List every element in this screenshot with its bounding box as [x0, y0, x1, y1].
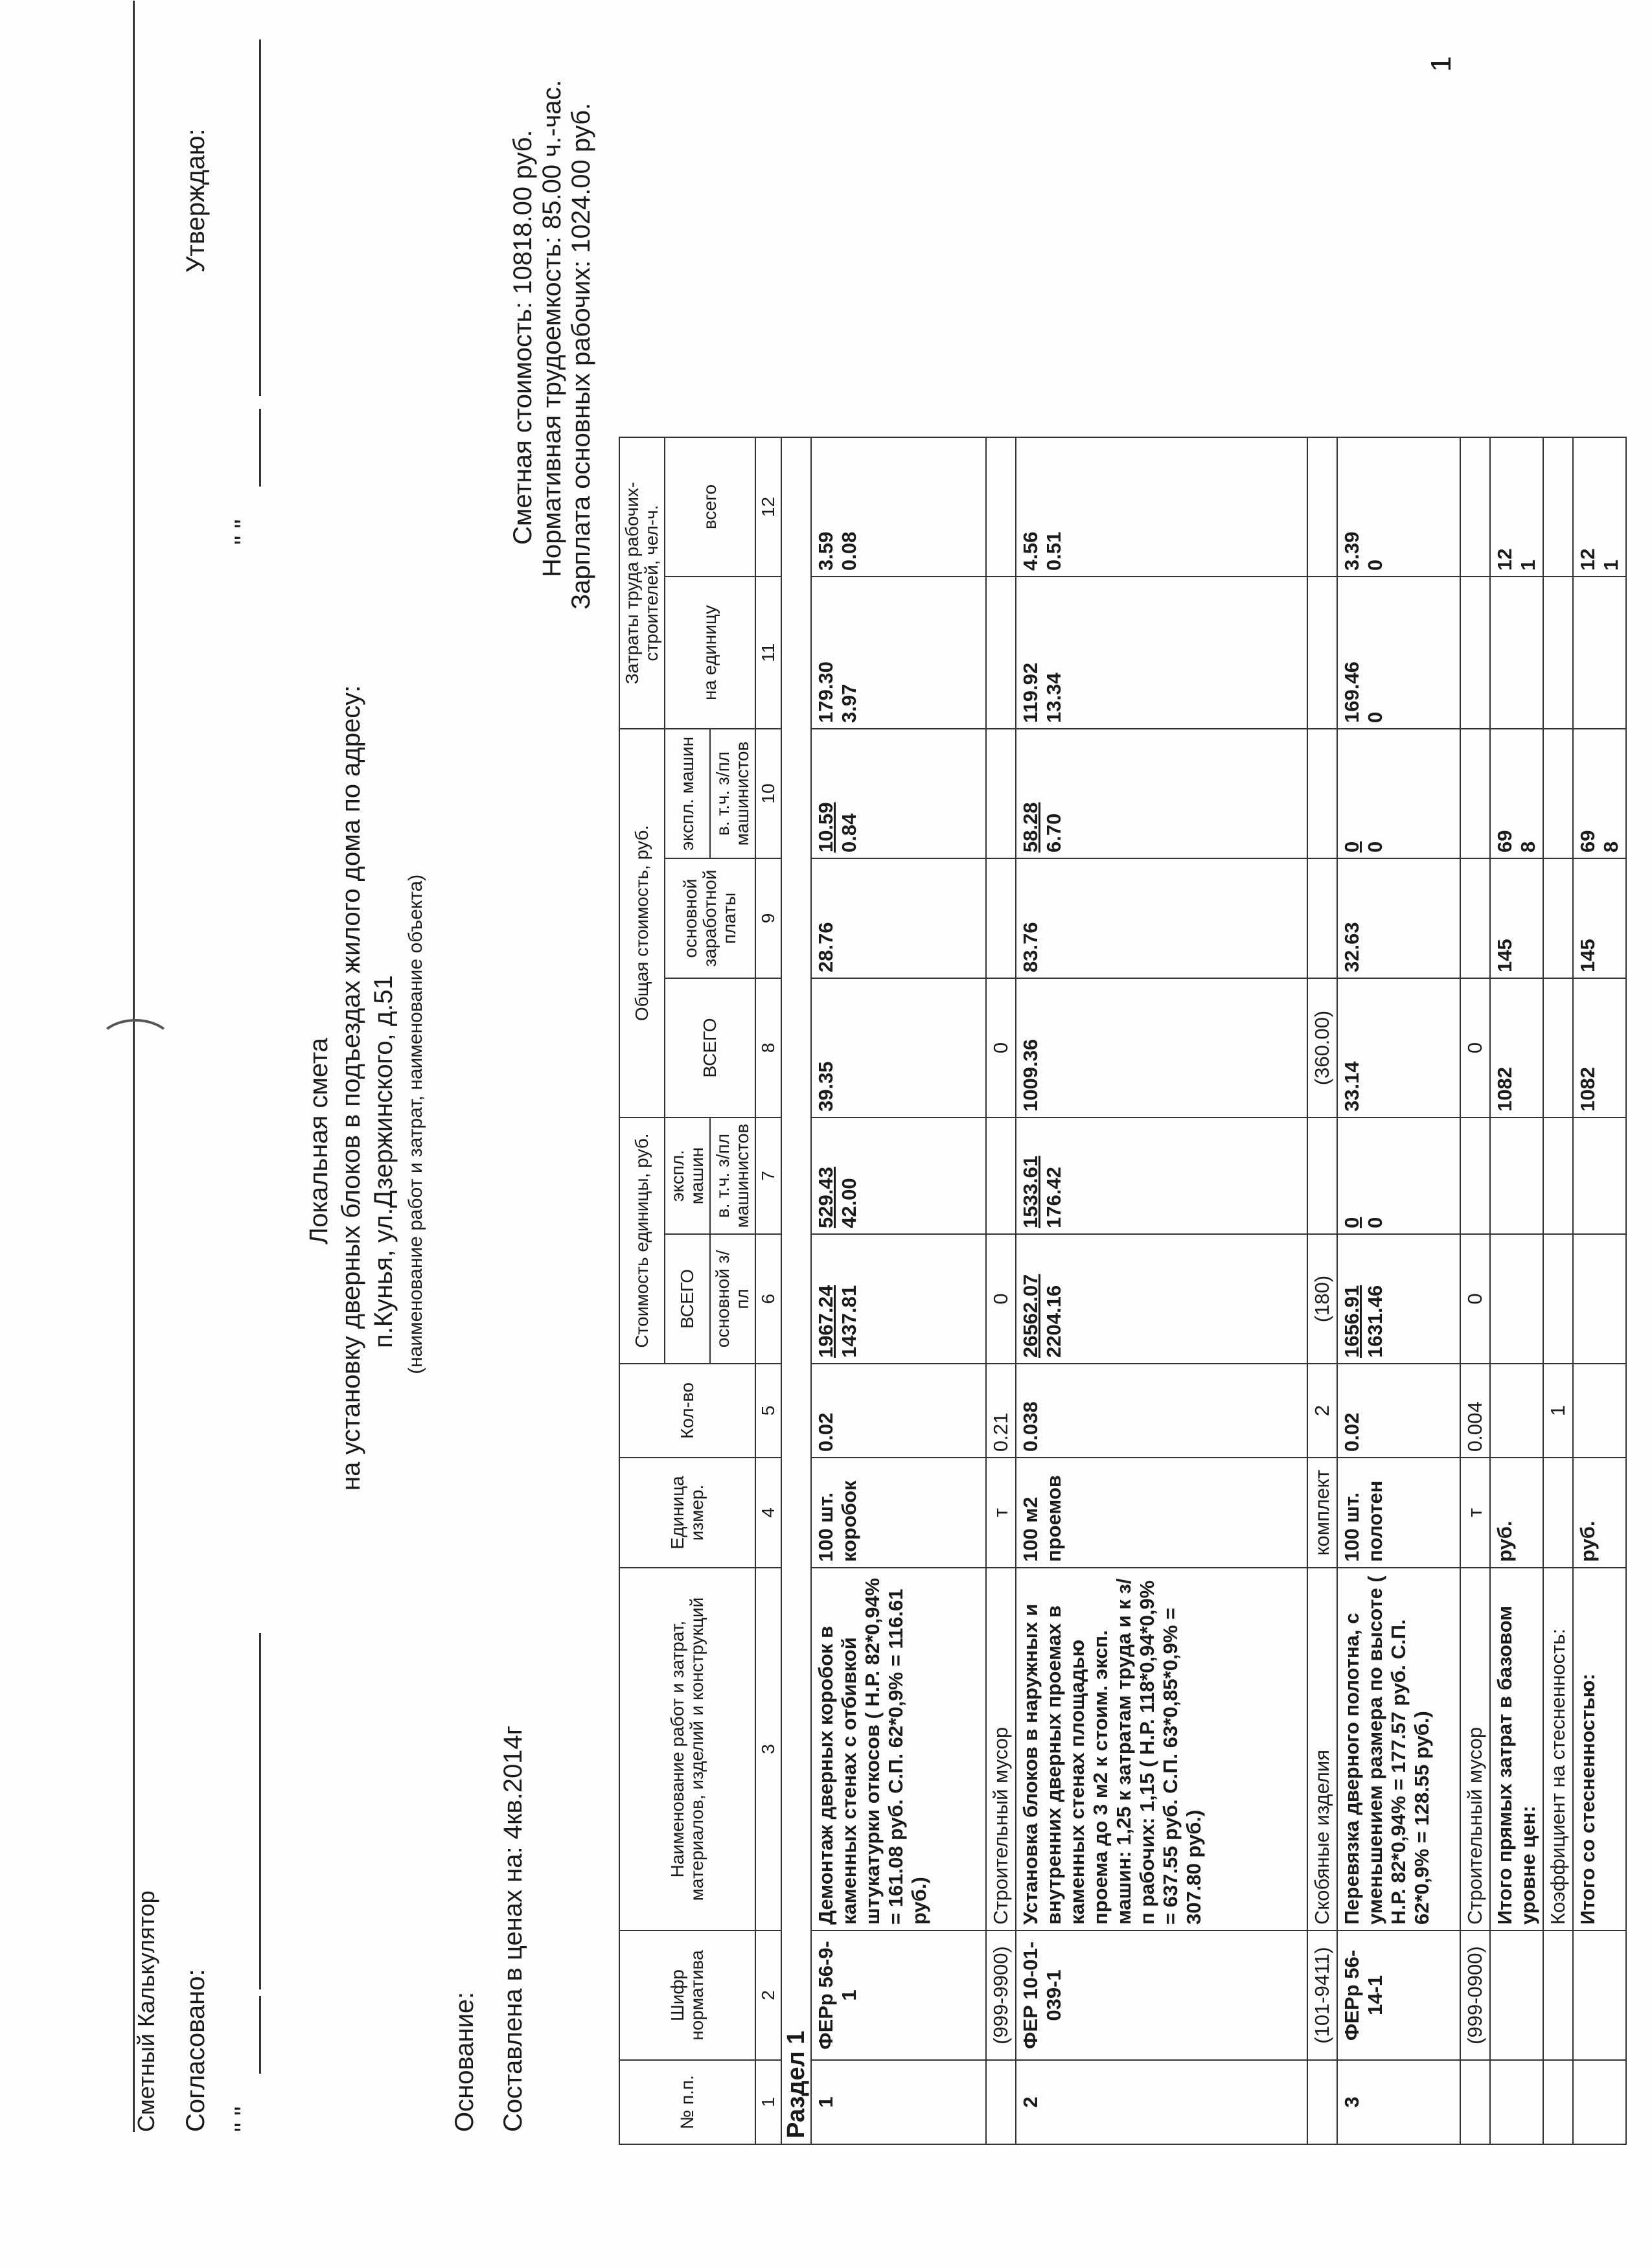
row-qty: 0.02 — [811, 1364, 986, 1458]
section-title: Раздел 1 — [781, 437, 811, 2144]
summary-salary: Зарплата основных рабочих: 1024.00 руб. — [567, 102, 595, 610]
row-qty: 0.21 — [986, 1364, 1016, 1458]
table-row — [1337, 437, 1460, 2144]
num: 10 — [755, 729, 781, 858]
total-mach-sub: 0.84 — [838, 813, 860, 853]
labor-all: 12 — [1576, 548, 1599, 571]
total-base: 145 — [1573, 858, 1626, 978]
row-no: 3 — [1337, 2060, 1460, 2144]
total-all: 1009.36 — [1016, 978, 1307, 1117]
total-all: 1082 — [1573, 978, 1626, 1117]
labor-unit: 169.46 — [1340, 661, 1363, 723]
col-qty: Кол-во — [619, 1364, 755, 1458]
col-no: № п.п. — [619, 2060, 755, 2144]
col-unit-base: основной з/пл — [710, 1234, 755, 1364]
row-name: Итого прямых затрат в базовом уровне цен: — [1490, 1568, 1543, 1930]
total-all: 1082 — [1490, 978, 1543, 1117]
labor-unit-sub: 3.97 — [838, 683, 860, 723]
labor-all: 3.59 — [814, 531, 837, 571]
table-row — [1307, 437, 1337, 2144]
total-mach: 69 — [1576, 830, 1599, 853]
col-total-mach: экспл. машин — [665, 729, 710, 858]
labor-all: 12 — [1493, 548, 1516, 571]
row-code: (999-9900) — [986, 1930, 1016, 2060]
total-base: 28.76 — [811, 858, 986, 978]
table-row — [986, 437, 1016, 2144]
title-line4: (наименование работ и затрат, наименование объекта) — [405, 874, 426, 1374]
row-unit: т — [1460, 1458, 1490, 1568]
unit-mach: 0 — [1340, 1217, 1363, 1228]
total-all: 0 — [1460, 978, 1490, 1117]
row-qty: 0.02 — [1337, 1364, 1460, 1458]
col-total-all: ВСЕГО — [665, 978, 755, 1117]
num: 3 — [755, 1568, 781, 1930]
row-unit: 100 шт. полотен — [1337, 1458, 1460, 1568]
unit-mach-sub: 0 — [1364, 1217, 1386, 1228]
num: 12 — [755, 437, 781, 577]
table-row — [811, 437, 986, 2144]
title-line3: п.Кунья, ул.Дзержинского, д.51 — [369, 975, 398, 1348]
num: 8 — [755, 978, 781, 1117]
col-total-cost: Общая стоимость, руб. — [619, 729, 665, 1117]
total-mach-sub: 8 — [1517, 841, 1539, 853]
unit-total: 1656.91 — [1340, 1285, 1363, 1358]
unit-total: 26562.07 — [1019, 1274, 1042, 1358]
page-number: 1 — [1425, 56, 1457, 72]
calc-label: Сметный Калькулятор — [133, 1890, 159, 2132]
row-name: Установка блоков в наружных и внутренних дверных проемах в каменных стенах площадью проема до 3 м2 к стоим. эксп. машин: 1,25 к затратам труда и к з/п рабочих: 1,15 ( Н.Р. 118*0,94*0,9% = 637.55 руб. С.П. 63*0,85*0,9% = 307.80 руб.) — [1016, 1568, 1307, 1930]
total-all: (360.00) — [1307, 978, 1337, 1117]
labor-all-sub: 1 — [1600, 559, 1622, 571]
row-name: Строительный мусор — [1460, 1568, 1490, 1930]
col-unit: Единица измер. — [619, 1458, 755, 1568]
total-row — [1573, 437, 1626, 2144]
num: 9 — [755, 858, 781, 978]
pen-mark — [97, 1019, 174, 1070]
unit-total: 0 — [986, 1234, 1016, 1364]
labor-unit-sub: 0 — [1364, 711, 1386, 723]
summary-cost: Сметная стоимость: 10818.00 руб. — [509, 130, 537, 545]
coef-row — [1543, 437, 1573, 2144]
total-mach-sub: 0 — [1364, 841, 1386, 853]
col-labor: Затраты труда рабочих-строителей, чел-ч. — [619, 437, 665, 729]
total-base: 32.63 — [1337, 858, 1460, 978]
labor-all-sub: 0 — [1364, 559, 1386, 571]
labor-all-sub: 0.51 — [1042, 531, 1065, 571]
labor-all: 4.56 — [1019, 531, 1042, 571]
row-name: Итого со стесненностью: — [1573, 1568, 1626, 1930]
unit-base: 1437.81 — [838, 1285, 860, 1358]
row-code: ФЕРр 56-9-1 — [811, 1930, 986, 2060]
row-unit: 100 шт. коробок — [811, 1458, 986, 1568]
unit-base: 1631.46 — [1364, 1285, 1386, 1358]
col-unit-total: ВСЕГО — [665, 1234, 710, 1364]
unit-base: 2204.16 — [1042, 1285, 1065, 1358]
unit-mach: 529.43 — [814, 1167, 837, 1228]
total-base: 83.76 — [1016, 858, 1307, 978]
col-total-base: основной заработной платы — [665, 858, 755, 978]
total-mach: 58.28 — [1019, 802, 1042, 853]
row-qty: 2 — [1307, 1364, 1337, 1458]
unit-total: 1967.24 — [814, 1285, 837, 1358]
row-unit: руб. — [1490, 1458, 1543, 1568]
column-numbers — [755, 437, 781, 2144]
num: 1 — [755, 2060, 781, 2144]
num: 4 — [755, 1458, 781, 1568]
col-unit-mach: экспл. машин — [665, 1117, 710, 1234]
row-unit: руб. — [1573, 1458, 1626, 1568]
row-name: Перевязка дверного полотна, с уменьшением размера по высоте ( Н.Р. 82*0,94% = 177.57 руб. С.П. 62*0,9% = 128.55 руб.) — [1337, 1568, 1460, 1930]
num: 5 — [755, 1364, 781, 1458]
row-unit: т — [986, 1458, 1016, 1568]
table-row — [1016, 437, 1307, 2144]
date-left: " " — [230, 2106, 258, 2132]
row-name: Демонтаж дверных коробок в каменных стенах с отбивкой штукатурки откосов ( Н.Р. 82*0,94% = 161.08 руб. С.П. 62*0,9% = 116.61 руб.) — [811, 1568, 986, 1930]
labor-all: 3.39 — [1340, 531, 1363, 571]
table-row — [1460, 437, 1490, 2144]
labor-unit: 119.92 — [1019, 662, 1042, 723]
total-mach: 0 — [1340, 841, 1363, 853]
unit-total: (180) — [1307, 1234, 1337, 1364]
total-all: 33.14 — [1337, 978, 1460, 1117]
estimate-table — [619, 437, 1627, 2145]
unit-mach-sub: 176.42 — [1042, 1167, 1065, 1228]
approve-label: Утверждаю: — [181, 128, 210, 273]
date-right-line — [259, 409, 261, 487]
title-line1: Локальная смета — [304, 1038, 333, 1244]
row-code: (999-0900) — [1460, 1930, 1490, 2060]
total-mach: 10.59 — [814, 802, 837, 853]
col-labor-unit: на единицу — [665, 577, 755, 729]
row-qty: 1 — [1543, 1364, 1573, 1458]
agreed-label: Согласовано: — [181, 1969, 210, 2132]
unit-total: 0 — [1460, 1234, 1490, 1364]
row-no: 1 — [811, 2060, 986, 2144]
total-all: 0 — [986, 978, 1016, 1117]
basis-label: Основание: — [450, 1991, 479, 2132]
num: 7 — [755, 1117, 781, 1234]
col-labor-all: всего — [665, 437, 755, 577]
col-total-mach-sub: в. т.ч. з/пл машинистов — [710, 729, 755, 858]
row-code: ФЕРр 56-14-1 — [1337, 1930, 1460, 2060]
col-name: Наименование работ и затрат, материалов, изделий и конструкций — [619, 1568, 755, 1930]
row-name: Строительный мусор — [986, 1568, 1016, 1930]
row-qty: 0.038 — [1016, 1364, 1307, 1458]
total-all: 39.35 — [811, 978, 986, 1117]
sign-right-line — [259, 40, 261, 396]
unit-mach: 1533.61 — [1019, 1155, 1042, 1228]
col-code: Шифр норматива — [619, 1930, 755, 2060]
row-name: Коэффициент на стесненность: — [1543, 1568, 1573, 1930]
row-code: ФЕР 10-01-039-1 — [1016, 1930, 1307, 2060]
row-name: Скобяные изделия — [1307, 1568, 1337, 1930]
col-unit-mach-sub: в. т.ч. з/пл машинистов — [710, 1117, 755, 1234]
date-left-line — [259, 1996, 261, 2074]
total-mach-sub: 6.70 — [1042, 813, 1065, 853]
row-unit: 100 м2 проемов — [1016, 1458, 1307, 1568]
labor-unit-sub: 13.34 — [1042, 672, 1065, 723]
summary-labor: Нормативная трудоемкость: 85.00 ч.-час. — [538, 80, 566, 577]
prices-label: Составлена в ценах на: 4кв.2014г — [499, 1725, 527, 2132]
labor-unit: 179.30 — [814, 661, 837, 723]
row-no: 2 — [1016, 2060, 1307, 2144]
col-unit-cost: Стоимость единицы, руб. — [619, 1117, 665, 1364]
row-qty: 0.004 — [1460, 1364, 1490, 1458]
labor-all-sub: 1 — [1517, 559, 1539, 571]
total-mach: 69 — [1493, 830, 1516, 853]
total-mach-sub: 8 — [1600, 841, 1622, 853]
num: 6 — [755, 1234, 781, 1364]
row-unit: комплект — [1307, 1458, 1337, 1568]
total-base: 145 — [1490, 858, 1543, 978]
labor-all-sub: 0.08 — [838, 531, 860, 571]
num: 11 — [755, 577, 781, 729]
title-line2: на установку дверных блоков в подъездах жилого дома по адресу: — [337, 685, 365, 1491]
unit-mach-sub: 42.00 — [838, 1178, 860, 1228]
row-code: (101-9411) — [1307, 1930, 1337, 2060]
date-right: " " — [230, 519, 258, 545]
sign-left-line — [259, 1633, 261, 1989]
total-row — [1490, 437, 1543, 2144]
num: 2 — [755, 1930, 781, 2060]
